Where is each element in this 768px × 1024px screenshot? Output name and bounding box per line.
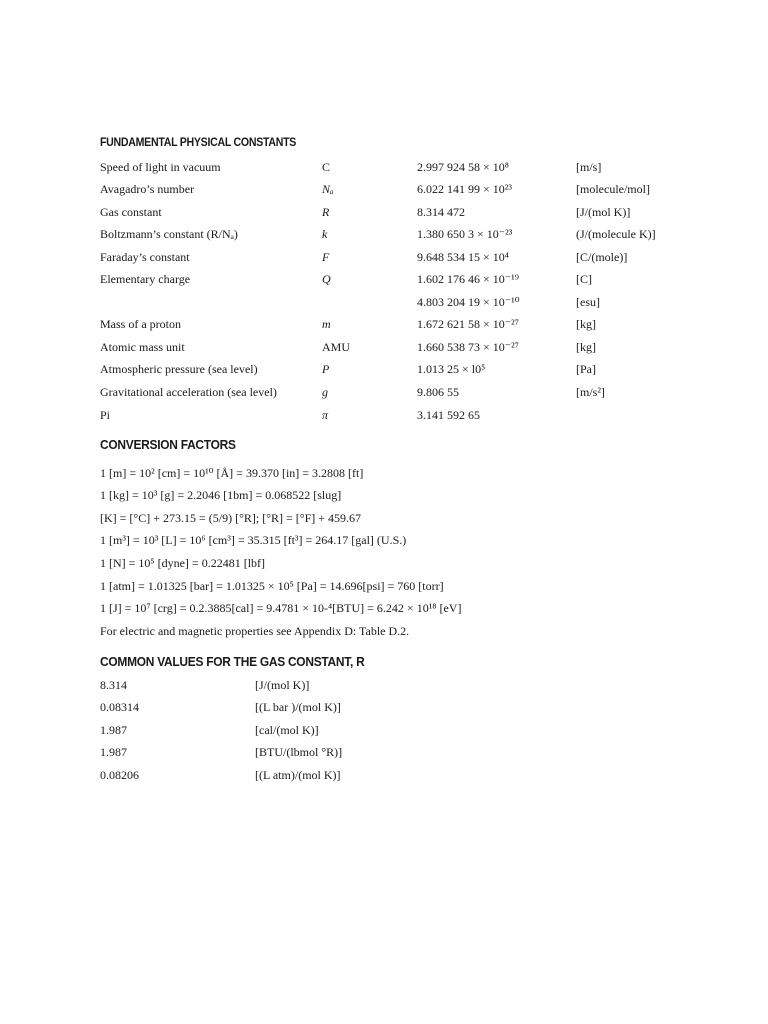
constant-name: Speed of light in vacuum (100, 160, 221, 174)
constant-symbol: Q (322, 272, 331, 286)
gas-constant-row (0, 768, 768, 788)
constant-symbol: g (322, 385, 328, 399)
constant-unit: [kg] (576, 340, 596, 354)
constant-name: Mass of a proton (100, 317, 181, 331)
constants-heading: FUNDAMENTAL PHYSICAL CONSTANTS (100, 137, 297, 149)
constant-unit: [esu] (576, 295, 600, 309)
constant-name: Atmospheric pressure (sea level) (100, 362, 258, 376)
gas-constant-unit: [cal/(mol K)] (255, 723, 319, 737)
constant-value: 2.997 924 58 × 10⁸ (417, 160, 509, 174)
constant-value: 1.602 176 46 × 10⁻¹⁹ (417, 272, 519, 286)
conversion-line: 1 [m] = 10² [cm] = 10¹⁰ [Å] = 39.370 [in] = 3.2808 [ft] (100, 466, 364, 480)
constant-row (0, 408, 768, 428)
constant-value: 6.022 141 99 × 10²³ (417, 182, 512, 196)
gas-constant-row (0, 678, 768, 698)
conversion-line: 1 [N] = 10⁵ [dyne] = 0.22481 [lbf] (100, 556, 266, 570)
constant-unit: [molecule/mol] (576, 182, 650, 196)
constant-symbol: k (322, 227, 328, 241)
conversion-line: [K] = [°C] + 273.15 = (5/9) [°R]; [°R] = [°F] + 459.67 (100, 511, 362, 525)
gas-constant-unit: [J/(mol K)] (255, 678, 310, 692)
constant-row (0, 182, 768, 202)
constant-name: Faraday’s constant (100, 250, 190, 264)
constant-unit: [J/(mol K)] (576, 205, 631, 219)
constant-unit: [C/(mole)] (576, 250, 628, 264)
conversion-line: 1 [J] = 10⁷ [crg] = 0.2.3885[cal] = 9.4781 × 10-⁴[BTU] = 6.242 × 10¹⁸ [eV] (100, 601, 462, 615)
conversion-line: 1 [m³] = 10³ [L] = 10⁶ [cm³] = 35.315 [ft³] = 264.17 [gal] (U.S.) (100, 533, 407, 547)
constant-unit: (J/(molecule K)] (576, 227, 656, 241)
conversion-line: 1 [kg] = 10³ [g] = 2.2046 [1bm] = 0.068522 [slug] (100, 488, 342, 502)
constant-row (0, 340, 768, 360)
constant-name: Pi (100, 408, 111, 422)
constant-name: Atomic mass unit (100, 340, 185, 354)
constant-symbol: m (322, 317, 331, 331)
constant-row (0, 317, 768, 337)
constant-unit: [C] (576, 272, 592, 286)
constant-row (0, 362, 768, 382)
gas-constant-heading: COMMON VALUES FOR THE GAS CONSTANT, R (100, 654, 365, 669)
constant-name: Elementary charge (100, 272, 191, 286)
constant-name: Gravitational acceleration (sea level) (100, 385, 277, 399)
constant-name: Boltzmann’s constant (R/Nₐ) (100, 227, 238, 241)
conversion-note: For electric and magnetic properties see Appendix D: Table D.2. (100, 624, 410, 638)
constant-symbol: P (322, 362, 330, 376)
gas-constant-value: 0.08314 (100, 700, 139, 714)
constant-symbol: Nₐ (322, 182, 334, 196)
constant-unit: [m/s] (576, 160, 602, 174)
constant-value: 1.672 621 58 × 10⁻²⁷ (417, 317, 519, 331)
gas-constant-unit: [BTU/(lbmol °R)] (255, 745, 343, 759)
constant-value: 9.648 534 15 × 10⁴ (417, 250, 509, 264)
constant-unit: [m/s²] (576, 385, 605, 399)
constant-value: 8.314 472 (417, 205, 465, 219)
constant-symbol: π (322, 408, 329, 422)
constant-value: 1.013 25 × l0⁵ (417, 362, 486, 376)
constant-row (0, 272, 768, 292)
constant-value: 4.803 204 19 × 10⁻¹⁰ (417, 295, 520, 309)
gas-constant-row (0, 723, 768, 743)
constant-value: 3.141 592 65 (417, 408, 480, 422)
constant-row (0, 160, 768, 180)
constant-symbol: AMU (322, 340, 351, 354)
constant-unit: [kg] (576, 317, 596, 331)
gas-constant-unit: [(L bar )/(mol K)] (255, 700, 341, 714)
gas-constant-row (0, 700, 768, 720)
constant-row (0, 250, 768, 270)
constant-name: Gas constant (100, 205, 162, 219)
conversion-heading: CONVERSION FACTORS (100, 437, 236, 452)
constant-row (0, 385, 768, 405)
constant-row (0, 205, 768, 225)
constant-value: 1.660 538 73 × 10⁻²⁷ (417, 340, 519, 354)
gas-constant-value: 1.987 (100, 745, 127, 759)
gas-constant-value: 1.987 (100, 723, 127, 737)
constant-symbol: C (322, 160, 331, 174)
conversion-line: 1 [atm] = 1.01325 [bar] = 1.01325 × 10⁵ [Pa] = 14.696[psi] = 760 [torr] (100, 579, 444, 593)
constant-value: 1.380 650 3 × 10⁻²³ (417, 227, 513, 241)
constant-value: 9.806 55 (417, 385, 459, 399)
gas-constant-row (0, 745, 768, 765)
gas-constant-unit: [(L atm)/(mol K)] (255, 768, 341, 782)
gas-constant-value: 0.08206 (100, 768, 139, 782)
constant-row (0, 227, 768, 247)
constant-unit: [Pa] (576, 362, 596, 376)
constant-name: Avagadro’s number (100, 182, 195, 196)
constant-symbol: R (322, 205, 330, 219)
constant-symbol: F (322, 250, 330, 264)
constant-row (0, 295, 768, 315)
gas-constant-value: 8.314 (100, 678, 127, 692)
